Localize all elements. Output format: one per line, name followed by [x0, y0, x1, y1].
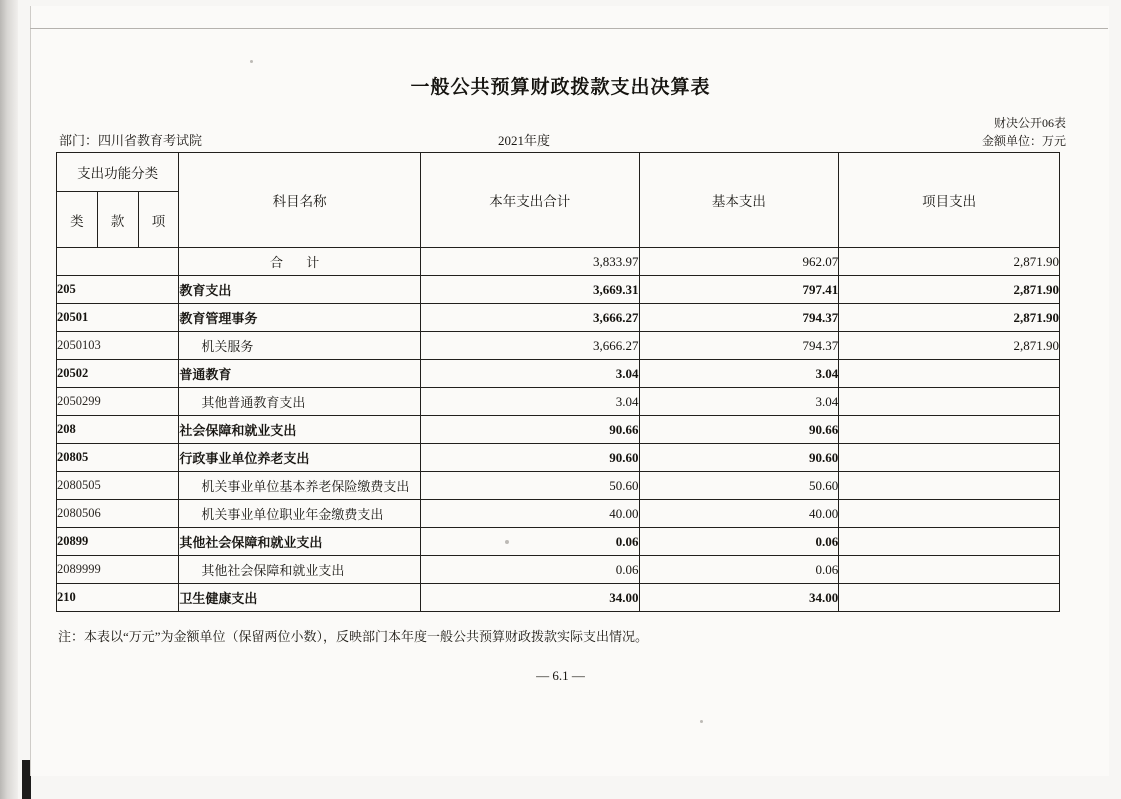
cell-year-total: 40.00: [420, 500, 639, 528]
cell-function-code: 20805: [57, 444, 179, 472]
cell-function-code: 205: [57, 276, 179, 304]
cell-project-expenditure: 2,871.90: [839, 276, 1060, 304]
cell-year-total: 3.04: [420, 360, 639, 388]
header-section: 款: [97, 192, 138, 248]
form-number-label: 财决公开06表: [993, 116, 1066, 130]
department-label: 部门：四川省教育考试院: [59, 133, 203, 148]
cell-basic-expenditure: 797.41: [639, 276, 839, 304]
cell-year-total: 0.06: [420, 528, 639, 556]
cell-year-total: 34.00: [420, 584, 639, 612]
cell-year-total: 90.60: [420, 444, 639, 472]
table-note: 注：本表以“万元”为金额单位（保留两位小数），反映部门本年度一般公共预算财政拨款实际支出情况。: [58, 629, 649, 644]
page-title: 一般公共预算财政拨款支出决算表: [410, 77, 711, 98]
cell-subject-name: 机关事业单位基本养老保险缴费支出: [179, 472, 421, 500]
cell-basic-expenditure: 90.60: [639, 444, 839, 472]
cell-project-expenditure: [839, 584, 1060, 612]
cell-subject-name: 教育支出: [179, 276, 421, 304]
cell-function-code: 2050103: [57, 332, 179, 360]
table-row: [57, 584, 1060, 612]
cell-subject-name: 合 计: [179, 248, 421, 276]
cell-subject-name: 其他社会保障和就业支出: [179, 556, 421, 584]
table-row: [57, 472, 1060, 500]
cell-basic-expenditure: 90.66: [639, 416, 839, 444]
cell-project-expenditure: [839, 528, 1060, 556]
cell-year-total: 3,669.31: [420, 276, 639, 304]
table-row: [57, 556, 1060, 584]
cell-project-expenditure: [839, 556, 1060, 584]
cell-project-expenditure: [839, 444, 1060, 472]
cell-year-total: 50.60: [420, 472, 639, 500]
cell-year-total: 0.06: [420, 556, 639, 584]
cell-function-code: 2080506: [57, 500, 179, 528]
cell-subject-name: 机关事业单位职业年金缴费支出: [179, 500, 421, 528]
cell-function-code: 2089999: [57, 556, 179, 584]
cell-subject-name: 行政事业单位养老支出: [179, 444, 421, 472]
cell-subject-name: 社会保障和就业支出: [179, 416, 421, 444]
cell-year-total: 90.66: [420, 416, 639, 444]
cell-function-code: 2050299: [57, 388, 179, 416]
cell-project-expenditure: 2,871.90: [839, 248, 1060, 276]
cell-year-total: 3,833.97: [420, 248, 639, 276]
header-project-expenditure: 项目支出: [839, 153, 1060, 248]
table-row: [57, 416, 1060, 444]
cell-project-expenditure: [839, 416, 1060, 444]
fiscal-year-label: 2021年度: [498, 133, 551, 148]
table-row: [57, 500, 1060, 528]
cell-project-expenditure: 2,871.90: [839, 332, 1060, 360]
cell-basic-expenditure: 0.06: [639, 556, 839, 584]
cell-year-total: 3.04: [420, 388, 639, 416]
cell-function-code: 20502: [57, 360, 179, 388]
cell-year-total: 3,666.27: [420, 304, 639, 332]
cell-basic-expenditure: 794.37: [639, 332, 839, 360]
cell-project-expenditure: [839, 500, 1060, 528]
header-item: 项: [138, 192, 179, 248]
cell-function-code: [57, 248, 179, 276]
cell-basic-expenditure: 50.60: [639, 472, 839, 500]
cell-basic-expenditure: 3.04: [639, 388, 839, 416]
cell-function-code: 2080505: [57, 472, 179, 500]
paper-top-edge-line: [30, 28, 1108, 29]
table-row: [57, 528, 1060, 556]
header-class: 类: [57, 192, 98, 248]
cell-year-total: 3,666.27: [420, 332, 639, 360]
table-row: [57, 388, 1060, 416]
table-row: [57, 444, 1060, 472]
page-number: — 6.1 —: [536, 668, 585, 683]
cell-subject-name: 其他普通教育支出: [179, 388, 421, 416]
amount-unit-label: 金额单位：万元: [981, 134, 1066, 148]
cell-subject-name: 卫生健康支出: [179, 584, 421, 612]
table-row: [57, 332, 1060, 360]
table-row: [57, 248, 1060, 276]
cell-function-code: 208: [57, 416, 179, 444]
cell-basic-expenditure: 34.00: [639, 584, 839, 612]
cell-subject-name: 教育管理事务: [179, 304, 421, 332]
cell-basic-expenditure: 40.00: [639, 500, 839, 528]
cell-basic-expenditure: 3.04: [639, 360, 839, 388]
header-function-group: 支出功能分类: [57, 153, 179, 192]
table-row: [57, 304, 1060, 332]
cell-basic-expenditure: 962.07: [639, 248, 839, 276]
cell-subject-name: 其他社会保障和就业支出: [179, 528, 421, 556]
cell-project-expenditure: [839, 388, 1060, 416]
header-subject-name: 科目名称: [179, 153, 421, 248]
budget-expenditure-table: [56, 152, 1060, 612]
cell-project-expenditure: 2,871.90: [839, 304, 1060, 332]
cell-project-expenditure: [839, 472, 1060, 500]
scan-speck: [700, 720, 703, 723]
table-body: [57, 248, 1060, 612]
cell-basic-expenditure: 0.06: [639, 528, 839, 556]
cell-subject-name: 机关服务: [179, 332, 421, 360]
cell-basic-expenditure: 794.37: [639, 304, 839, 332]
cell-function-code: 20899: [57, 528, 179, 556]
cell-project-expenditure: [839, 360, 1060, 388]
cell-function-code: 210: [57, 584, 179, 612]
table-row: [57, 360, 1060, 388]
cell-function-code: 20501: [57, 304, 179, 332]
table-row: [57, 276, 1060, 304]
header-basic-expenditure: 基本支出: [639, 153, 839, 248]
scan-speck: [250, 60, 253, 63]
cell-subject-name: 普通教育: [179, 360, 421, 388]
header-year-total: 本年支出合计: [420, 153, 639, 248]
